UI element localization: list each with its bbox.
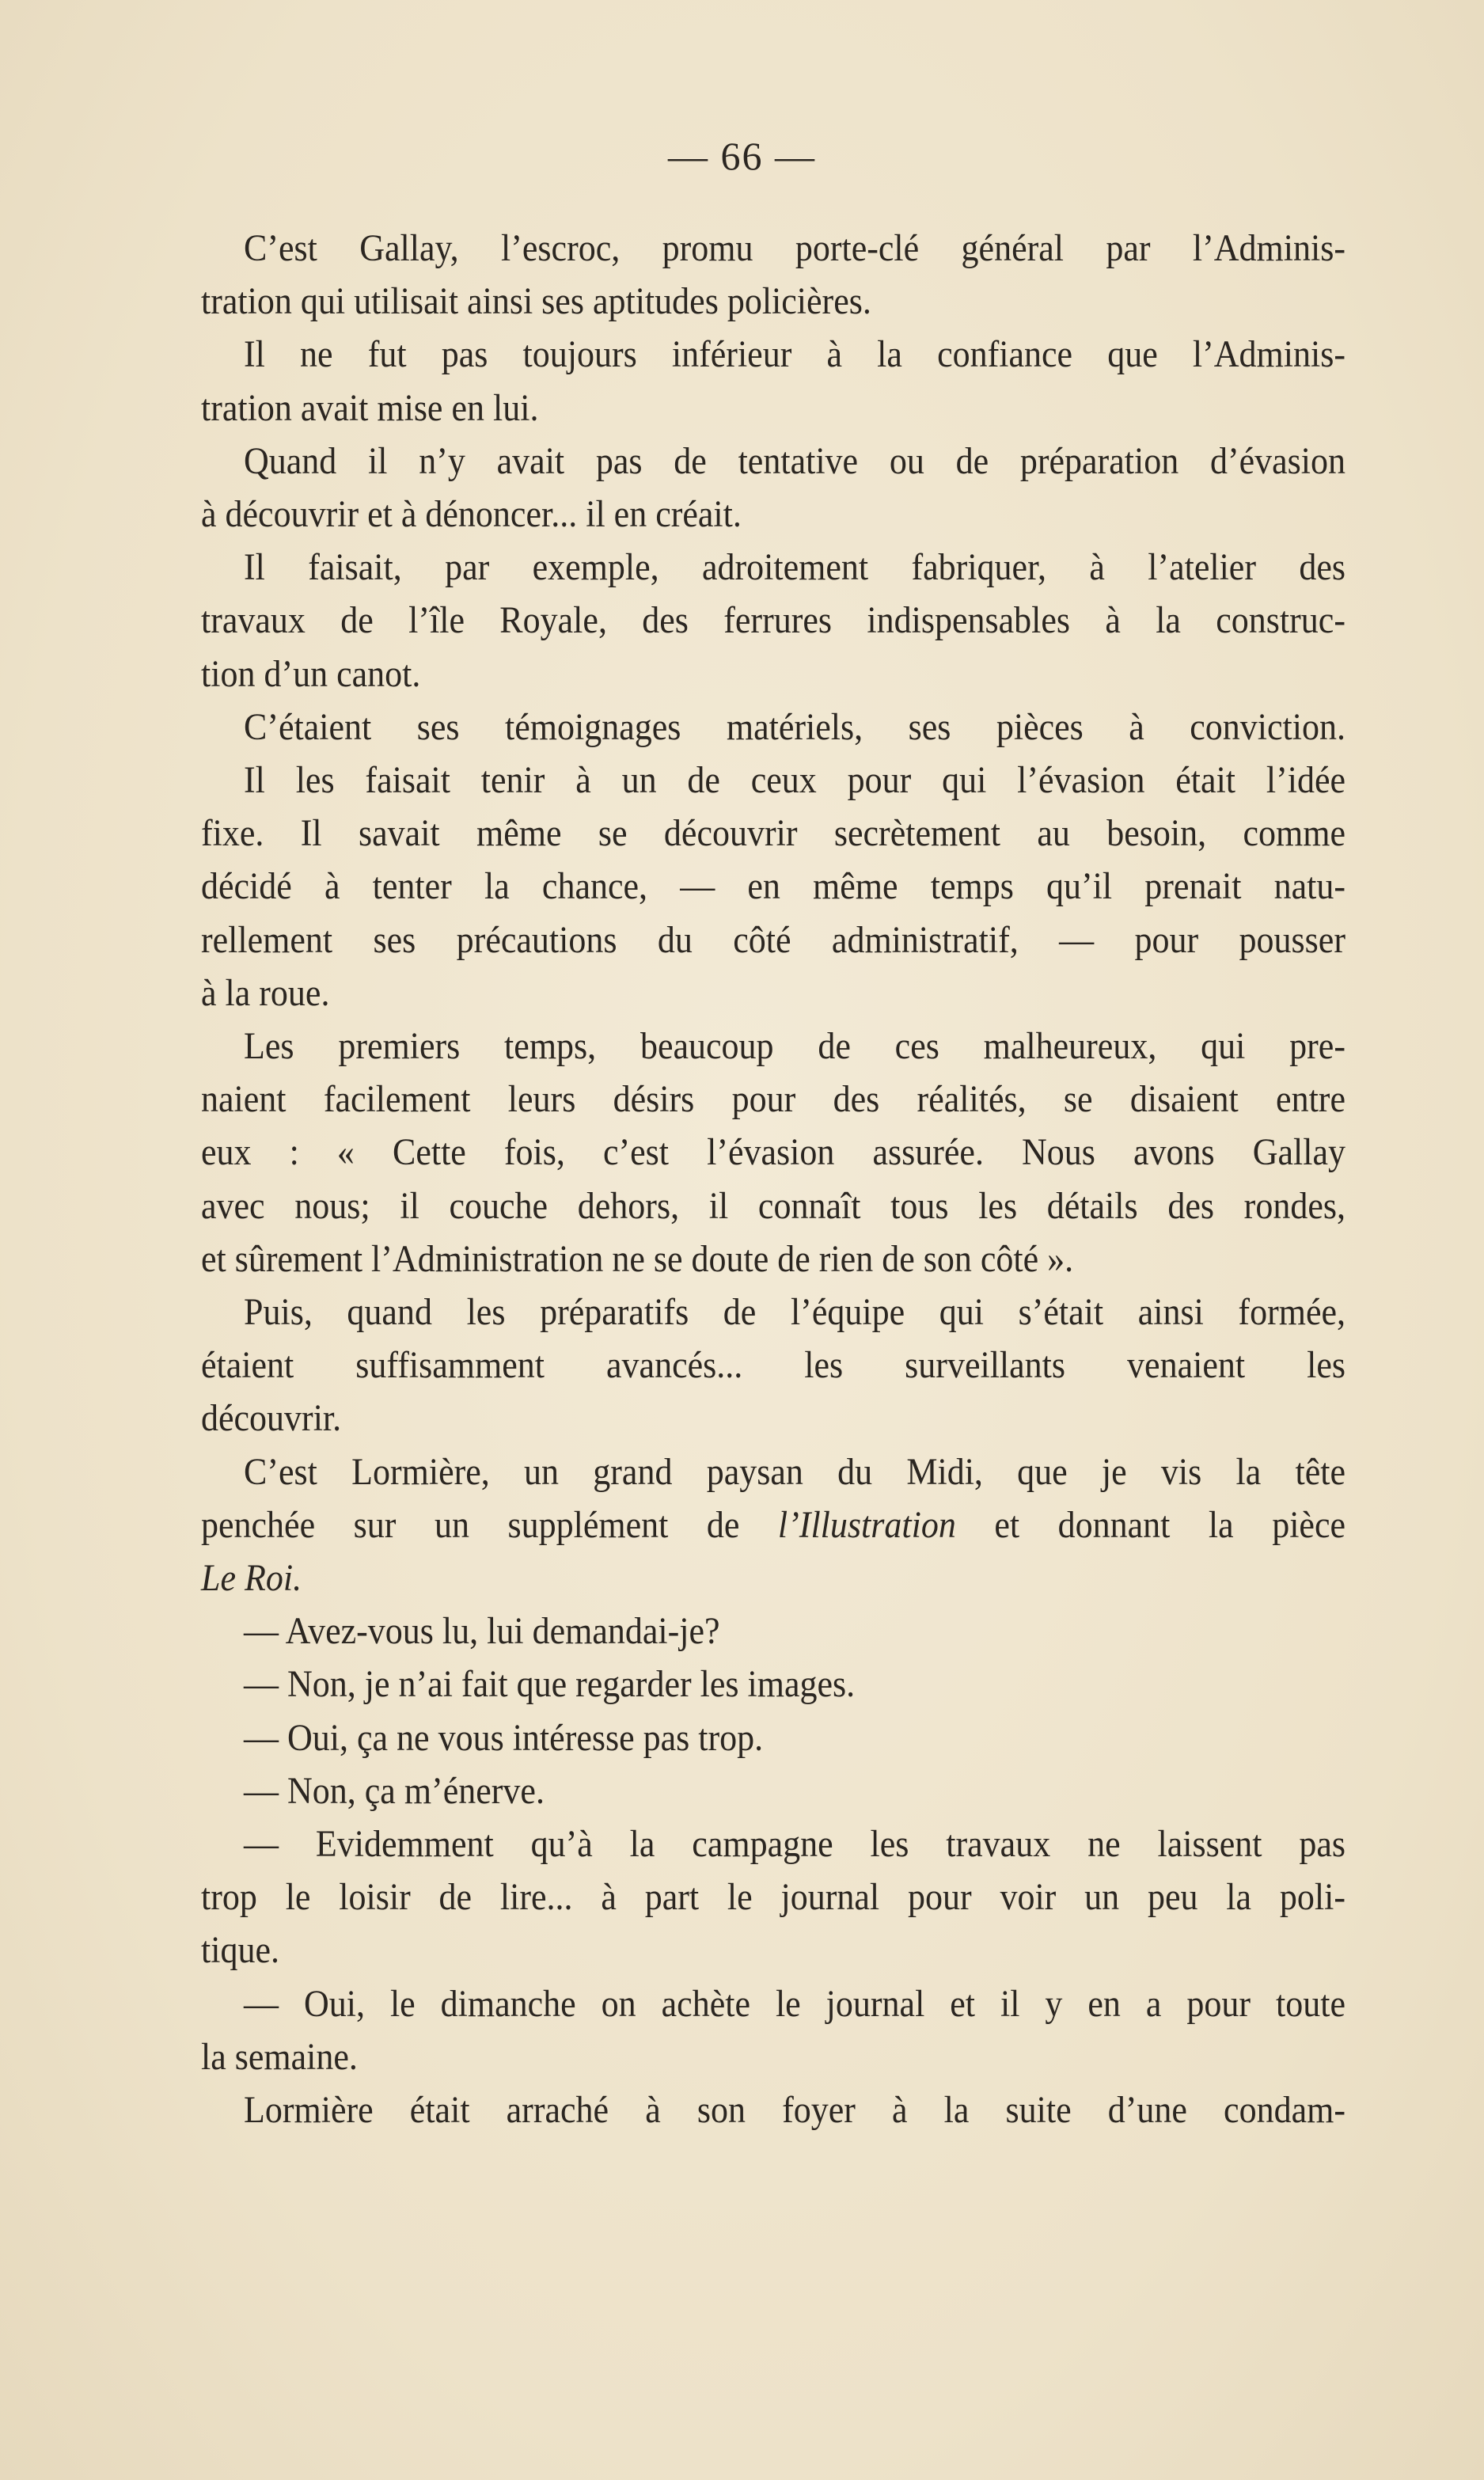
text-line: travaux de l’île Royale, des ferrures indispensables à la construc- [201, 599, 1345, 642]
page-number: — 66 — [668, 134, 816, 178]
text-line: C’est Lormière, un grand paysan du Midi, que je vis la tête [244, 1450, 1345, 1493]
text-line: découvrir. [201, 1397, 342, 1440]
text-line: Puis, quand les préparatifs de l’équipe qui s’était ainsi formée, [244, 1291, 1345, 1333]
text-line: trop le loisir de lire... à part le journal pour voir un peu la poli- [201, 1876, 1345, 1919]
text-line: — Non, je n’ai fait que regarder les images. [244, 1663, 856, 1706]
text-line: eux : « Cette fois, c’est l’évasion assurée. Nous avons Gallay [201, 1131, 1345, 1174]
text-line: naient facilement leurs désirs pour des réalités, se disaient entre [201, 1078, 1345, 1121]
text-line: la semaine. [201, 2035, 358, 2078]
text-line: — Oui, ça ne vous intéresse pas trop. [244, 1716, 764, 1759]
text-line: — Avez-vous lu, lui demandai-je? [244, 1610, 720, 1653]
text-line: à découvrir et à dénoncer... il en créait. [201, 493, 742, 535]
text-segment: et donnant la pièce [955, 1503, 1346, 1546]
text-line: décidé à tenter la chance, — en même temps qu’il prenait natu- [201, 865, 1345, 908]
text-line: avec nous; il couche dehors, il connaît tous les détails des rondes, [201, 1184, 1345, 1227]
text-line: Les premiers temps, beaucoup de ces malheureux, qui pre- [244, 1025, 1345, 1067]
text-line: tion d’un canot. [201, 652, 421, 695]
text-line: C’étaient ses témoignages matériels, ses pièces à conviction. [244, 705, 1345, 748]
text-line: à la roue. [201, 971, 330, 1014]
text-line [201, 1549, 1345, 1606]
text-line: Il les faisait tenir à un de ceux pour qui l’évasion était l’idée [244, 759, 1345, 801]
text-line: C’est Gallay, l’escroc, promu porte-clé général par l’Adminis- [244, 227, 1345, 269]
text-line: Il ne fut pas toujours inférieur à la confiance que l’Adminis- [244, 333, 1345, 376]
text-line: rellement ses précautions du côté administratif, — pour pousser [201, 918, 1345, 961]
text-line: fixe. Il savait même se découvrir secrètement au besoin, comme [201, 812, 1345, 855]
text-line: — Non, ça m’énerve. [244, 1769, 545, 1812]
italic-title: Le Roi. [201, 1557, 302, 1599]
text-line: tration avait mise en lui. [201, 386, 539, 429]
text-segment: penchée sur un supplément de [201, 1503, 778, 1546]
text-line: — Evidemment qu’à la campagne les travaux ne laissent pas [244, 1823, 1345, 1865]
text-line: étaient suffisamment avancés... les surveillants venaient les [201, 1344, 1345, 1387]
text-line: tique. [201, 1929, 279, 1972]
text-line: Lormière était arraché à son foyer à la suite d’une condam- [244, 2089, 1345, 2131]
text-line: Quand il n’y avait pas de tentative ou de préparation d’évasion [244, 439, 1345, 482]
italic-title: l’Illustration [777, 1503, 956, 1546]
text-line: et sûrement l’Administration ne se doute de rien de son côté ». [201, 1237, 1074, 1280]
text-line: tration qui utilisait ainsi ses aptitudes policières. [201, 280, 871, 323]
text-line: Il faisait, par exemple, adroitement fabriquer, à l’atelier des [244, 546, 1345, 589]
text-line: — Oui, le dimanche on achète le journal et il y en a pour toute [244, 1982, 1345, 2025]
text-line [201, 1496, 1345, 1553]
